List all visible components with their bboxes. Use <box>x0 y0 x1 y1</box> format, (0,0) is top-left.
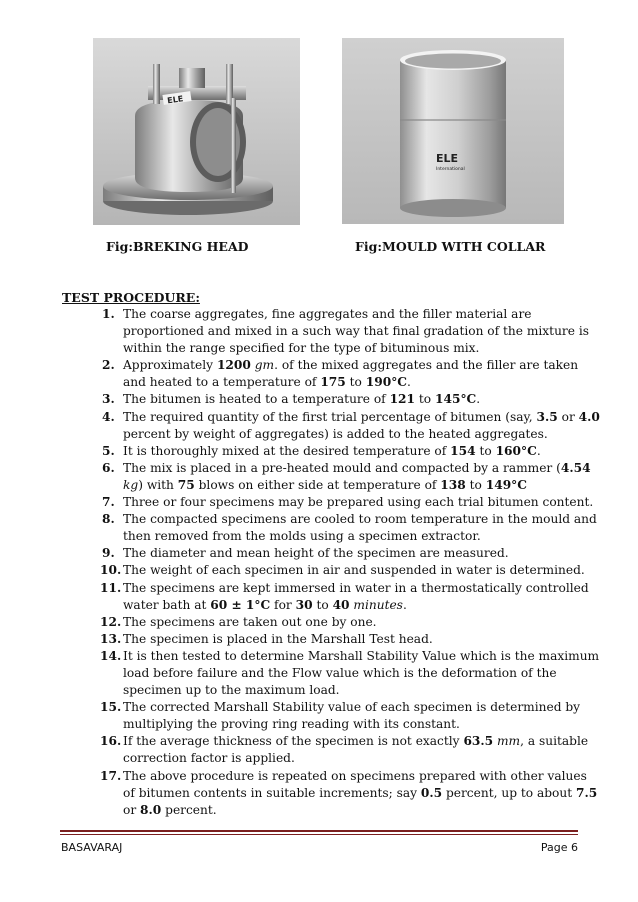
step-text-run: 149°C <box>485 477 527 492</box>
step-text-run: to <box>345 375 366 390</box>
step-text-run: The specimens are taken out one by one. <box>123 614 377 629</box>
procedure-step <box>0 494 600 511</box>
footer-rule-thin <box>60 834 578 835</box>
step-number: 8. <box>102 512 115 527</box>
breaking-head-illustration <box>93 38 300 225</box>
step-text-run: gm <box>250 358 275 373</box>
step-text-run: percent by weight of aggregates) is added to the heated aggregates. <box>123 426 548 441</box>
step-text <box>123 545 600 562</box>
step-text-run: 60 ± 1°C <box>210 597 271 612</box>
step-text-run: . of the mixed aggregates and the filler are taken and heated to a temperature of <box>123 358 579 390</box>
procedure-step <box>0 460 600 494</box>
procedure-step <box>0 391 600 408</box>
step-text-run: percent. <box>161 802 217 817</box>
step-text-run: , a suitable correction factor is applied. <box>123 734 589 766</box>
step-text-run: The specimens are kept immersed in water in a thermostatically controlled water bath at <box>123 580 589 612</box>
step-number: 17. <box>100 768 122 783</box>
step-number: 1. <box>102 307 115 321</box>
procedure-step <box>0 733 600 767</box>
step-text <box>123 768 600 819</box>
procedure-step <box>0 545 600 562</box>
step-text-run: 4.0 <box>578 409 600 424</box>
step-text-run: 0.5 <box>420 785 443 800</box>
step-text-run: 8.0 <box>140 802 162 817</box>
step-text <box>123 391 600 408</box>
step-number: 16. <box>100 734 122 749</box>
step-text-run: blows on either side at temperature of <box>194 477 441 492</box>
step-text-run: The compacted specimens are cooled to room temperature in the mould and then removed from the molds using a specimen extractor. <box>123 512 597 544</box>
step-text-run: to <box>465 477 486 492</box>
step-text-run: 75 <box>177 477 195 492</box>
step-number: 11. <box>100 580 122 595</box>
step-text-run: . <box>402 597 407 612</box>
step-text-run: The bitumen is heated to a temperature of <box>123 392 390 407</box>
mould-with-collar-image <box>342 38 564 224</box>
footer-author: BASAVARAJ <box>61 841 123 854</box>
step-number: 4. <box>102 409 115 424</box>
step-text-run: The above procedure is repeated on specimens prepared with other values of bitumen contents in suitable increments; say <box>123 768 587 800</box>
step-text-run: 3.5 <box>536 409 558 424</box>
step-text-run: 175 <box>320 375 346 390</box>
step-text <box>123 306 600 357</box>
step-number: 5. <box>102 443 115 458</box>
step-text-run: The specimen is placed in the Marshall Test head. <box>123 631 433 646</box>
step-text-run: to <box>475 443 496 458</box>
step-text-run: 1200 <box>216 358 251 373</box>
procedure-step <box>0 648 600 699</box>
step-number: 12. <box>100 614 122 629</box>
step-text-run: ) with <box>138 477 178 492</box>
step-text-run: The coarse aggregates, fine aggregates and the filler material are proportioned and mixed in a such way that final gradation of the mixture is within the range specified for the type of bituminous mix. <box>123 307 589 356</box>
step-text-run: Approximately <box>123 358 217 373</box>
step-text <box>123 733 600 767</box>
figure-caption-mould: Fig:MOULD WITH COLLAR <box>355 239 546 254</box>
procedure-step <box>0 306 600 357</box>
step-text-run: 4.54 <box>560 460 591 475</box>
step-text-run: to <box>312 597 333 612</box>
step-text-run: to <box>415 392 435 407</box>
step-number: 9. <box>102 546 115 561</box>
procedure-step <box>0 768 600 819</box>
procedure-step <box>0 631 600 648</box>
step-text <box>123 562 600 579</box>
figure-caption-breaking-head: Fig:BREKING HEAD <box>106 239 249 254</box>
step-text-run: 154 <box>450 443 476 458</box>
footer-rule <box>60 830 578 832</box>
step-text-run: The diameter and mean height of the specimen are measured. <box>123 546 509 561</box>
step-number: 7. <box>102 495 115 510</box>
step-text-run: . <box>536 443 541 458</box>
procedure-step <box>0 357 600 391</box>
procedure-step <box>0 562 600 579</box>
mould-illustration <box>342 38 564 224</box>
step-text-run: If the average thickness of the specimen is not exactly <box>123 734 464 749</box>
step-text-run: percent, up to about <box>442 785 577 800</box>
step-text-run: The required quantity of the first trial percentage of bitumen (say, <box>123 409 537 424</box>
step-text <box>123 494 600 511</box>
step-text <box>123 580 600 614</box>
step-text-run: 145°C <box>435 392 477 407</box>
step-number: 15. <box>100 700 122 715</box>
step-text-run: 40 <box>332 597 350 612</box>
step-text-run: minutes <box>349 597 403 612</box>
step-text-run: 121 <box>389 392 416 407</box>
step-text-run: 138 <box>440 477 466 492</box>
procedure-step <box>0 580 600 614</box>
step-text-run: The corrected Marshall Stability value of each specimen is determined by multiplying the proving ring reading with its constant. <box>123 700 581 732</box>
mould-logo: ELE <box>436 152 459 165</box>
step-text <box>123 511 600 545</box>
step-text-run: The mix is placed in a pre-heated mould and compacted by a rammer ( <box>123 460 561 475</box>
step-number: 6. <box>102 460 115 475</box>
procedure-step <box>0 443 600 460</box>
page-number: Page 6 <box>540 841 578 854</box>
step-text <box>123 460 600 494</box>
step-text-run: 160°C <box>495 443 537 458</box>
step-number: 2. <box>102 358 115 373</box>
step-text <box>123 409 600 443</box>
section-title: TEST PROCEDURE: <box>62 290 200 305</box>
procedure-step <box>0 699 600 733</box>
breaking-head-image <box>93 38 300 225</box>
step-number: 3. <box>102 392 115 407</box>
step-text-run: Three or four specimens may be prepared using each trial bitumen content. <box>123 495 594 510</box>
step-number: 13. <box>100 631 122 646</box>
step-text-run: 7.5 <box>576 785 598 800</box>
step-text <box>123 357 600 391</box>
step-number: 14. <box>100 648 122 663</box>
step-text-run: or <box>123 802 141 817</box>
step-text-run: 190°C <box>365 375 407 390</box>
breaking-head-logo: ELE <box>166 94 184 106</box>
step-text <box>123 614 600 631</box>
step-text <box>123 699 600 733</box>
procedure-step <box>0 511 600 545</box>
mould-logo-subtext: International <box>436 167 465 172</box>
step-text-run: The weight of each specimen in air and suspended in water is determined. <box>123 563 585 578</box>
procedure-step <box>0 614 600 631</box>
step-text-run: . <box>476 392 481 407</box>
step-text <box>123 443 600 460</box>
step-text-run: mm <box>493 734 521 749</box>
step-number: 10. <box>100 563 122 578</box>
step-text-run: It is thoroughly mixed at the desired temperature of <box>123 443 451 458</box>
step-text-run: . <box>406 375 411 390</box>
step-text-run: 30 <box>295 597 313 612</box>
step-text-run: It is then tested to determine Marshall Stability Value which is the maximum load before failure and the Flow value which is the deformation of the specimen up to the maximum load. <box>123 648 600 698</box>
step-text <box>123 648 600 699</box>
step-text-run: 63.5 <box>463 734 494 749</box>
step-text <box>123 631 600 648</box>
step-text-run: or <box>557 409 579 424</box>
step-text-run: kg <box>123 477 139 492</box>
procedure-list <box>0 306 600 819</box>
step-text-run: for <box>270 597 296 612</box>
procedure-step <box>0 409 600 443</box>
